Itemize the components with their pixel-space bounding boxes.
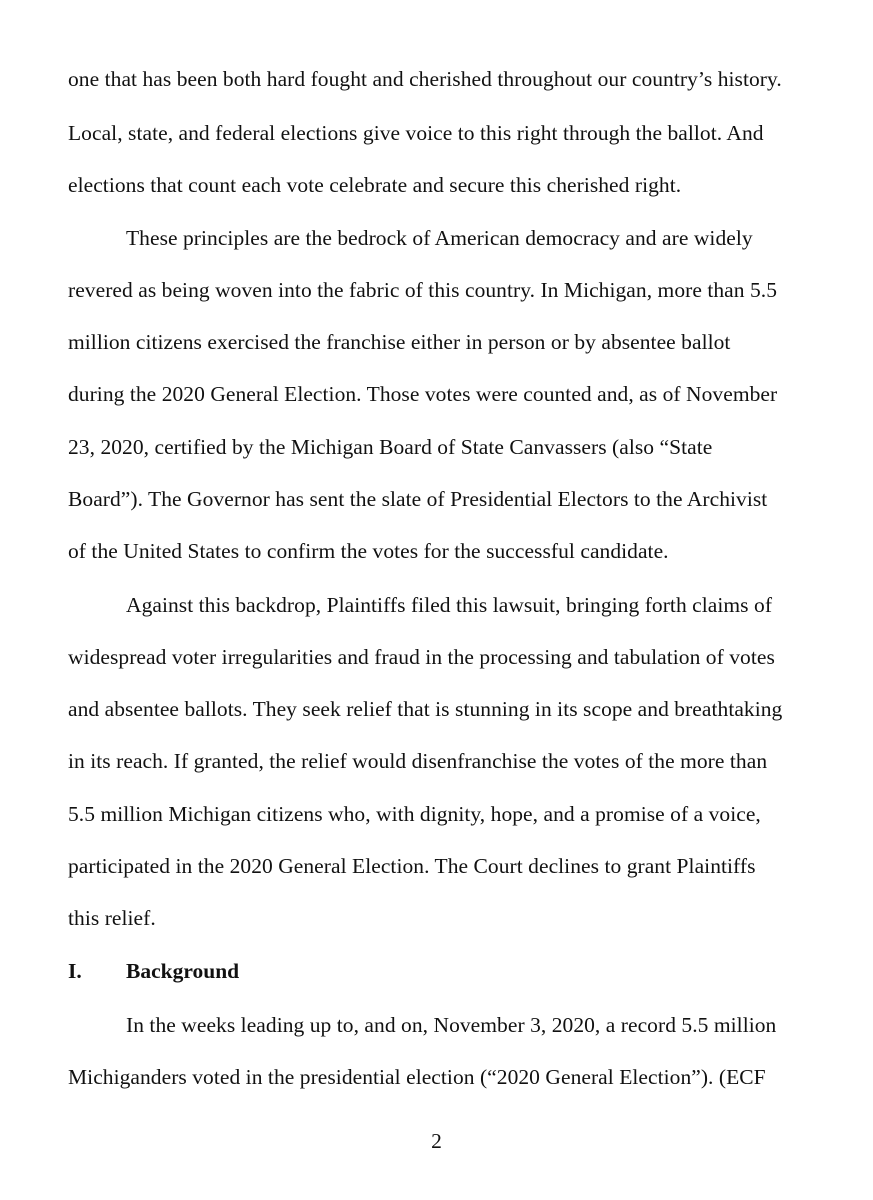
text-line: Against this backdrop, Plaintiffs filed this lawsuit, bringing forth claims of (126, 593, 773, 617)
text-line: Michiganders voted in the presidential election (“2020 General Election”). (ECF (68, 1065, 766, 1089)
section-number: I. (68, 959, 82, 983)
text-line: Local, state, and federal elections give voice to this right through the ballot. And (68, 121, 764, 145)
text-line: In the weeks leading up to, and on, November 3, 2020, a record 5.5 million (126, 1013, 777, 1037)
text-line: participated in the 2020 General Election. The Court declines to grant Plaintiffs (68, 854, 756, 878)
text-line: this relief. (68, 906, 156, 930)
text-line: of the United States to confirm the votes for the successful candidate. (68, 539, 669, 563)
section-title: Background (126, 959, 240, 983)
text-line: Board”). The Governor has sent the slate of Presidential Electors to the Archivist (68, 487, 768, 511)
text-line: These principles are the bedrock of American democracy and are widely (126, 226, 753, 250)
text-line: 5.5 million Michigan citizens who, with dignity, hope, and a promise of a voice, (68, 802, 761, 826)
text-line: elections that count each vote celebrate and secure this cherished right. (68, 173, 682, 197)
text-line: revered as being woven into the fabric of this country. In Michigan, more than 5.5 (68, 278, 778, 302)
text-line: million citizens exercised the franchise either in person or by absentee ballot (68, 330, 731, 354)
text-line: and absentee ballots. They seek relief that is stunning in its scope and breathtaking (68, 697, 783, 721)
text-line: 23, 2020, certified by the Michigan Board of State Canvassers (also “State (68, 435, 713, 459)
text-line: during the 2020 General Election. Those votes were counted and, as of November (68, 382, 778, 406)
page-number: 2 (431, 1129, 442, 1153)
text-line: in its reach. If granted, the relief would disenfranchise the votes of the more than (68, 749, 768, 773)
text-line: widespread voter irregularities and fraud in the processing and tabulation of votes (68, 645, 775, 669)
text-line: one that has been both hard fought and cherished throughout our country’s history. (68, 67, 782, 91)
